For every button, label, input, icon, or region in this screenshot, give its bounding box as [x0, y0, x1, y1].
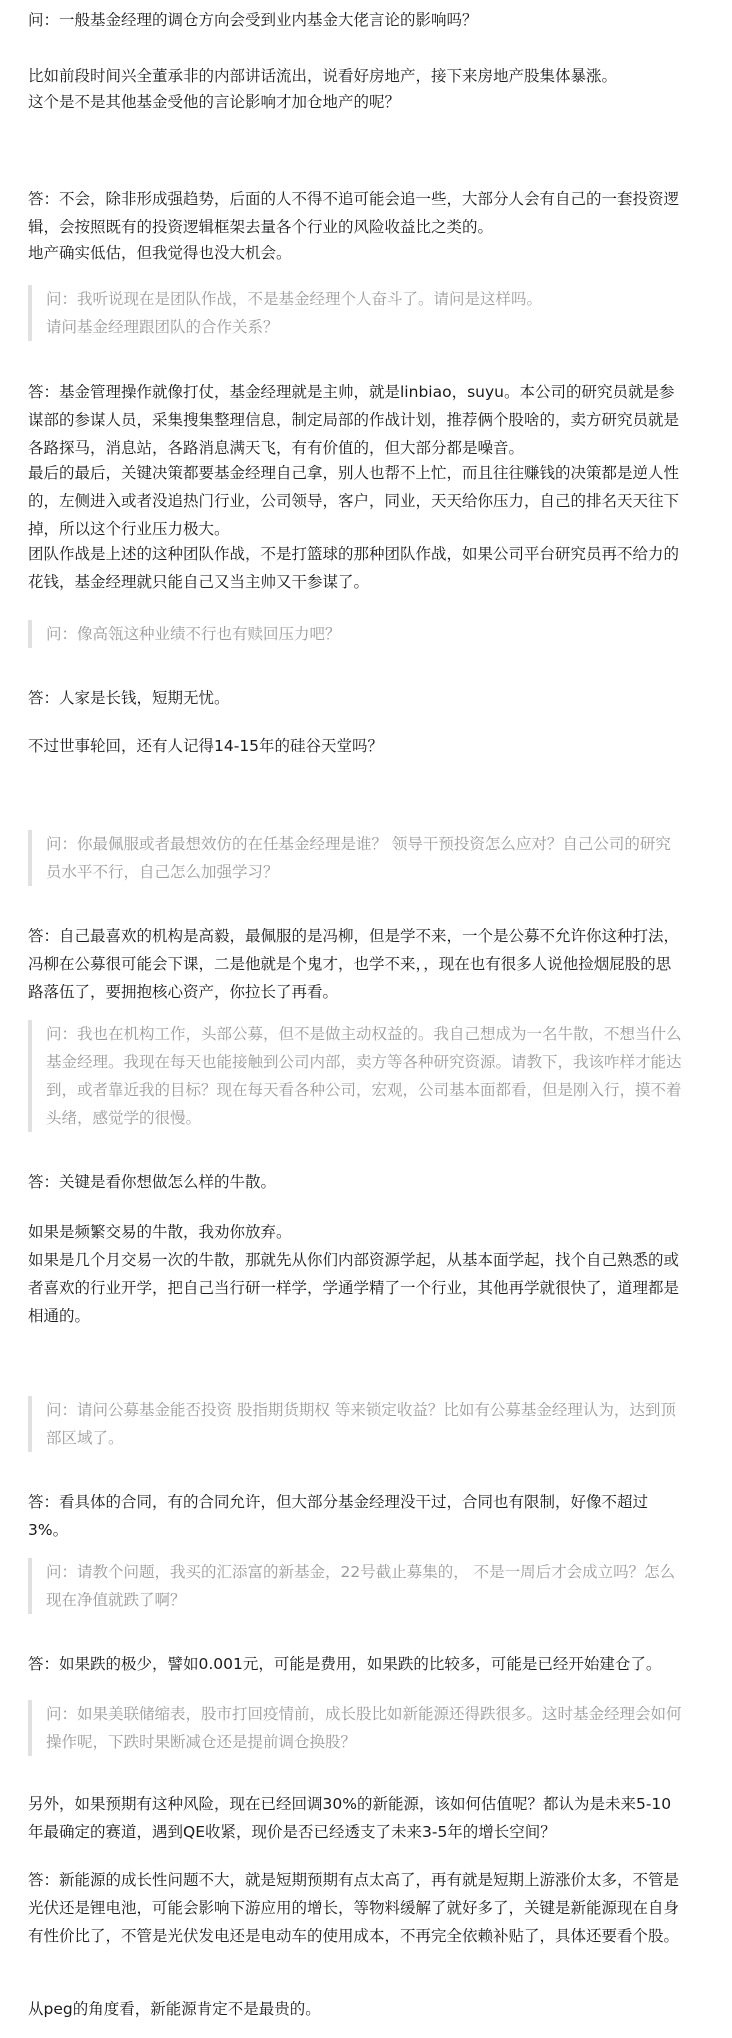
answer-paragraph: 答：关键是看你想做怎么样的牛散。: [28, 1173, 277, 1191]
answer-paragraph: 答：基金管理操作就像打仗，基金经理就是主帅，就是linbiao，suyu。本公司的研究员就是参谋部的参谋人员，采集搜集整理信息，制定局部的作战计划，推荐俩个股啥的，卖方研究员就是各路探马，消息站，各路消息满天飞，有有价值的，但大部分都是噪音。: [28, 383, 680, 457]
text-paragraph: 比如前段时间兴全董承非的内部讲话流出，说看好房地产，接下来房地产股集体暴涨。: [28, 67, 618, 85]
quote-line: 请问基金经理跟团队的合作关系？: [46, 318, 279, 336]
quote-line: 问：如果美联储缩表，股市打回疫情前，成长股比如新能源还得跌很多。这时基金经理会如何操作呢，下跌时果断减仓还是提前调仓换股？: [46, 1705, 682, 1751]
quote-line: 问：我也在机构工作，头部公募，但不是做主动权益的。我自己想成为一名牛散，不想当什么基金经理。我现在每天也能接触到公司内部，卖方等各种研究资源。请教下，我该咋样才能达到，或者靠近我的目标？现在每天看各种公司，宏观，公司基本面都看，但是刚入行，摸不着头绪，感觉学的很慢。: [46, 1025, 682, 1127]
answer-paragraph: 答：看具体的合同，有的合同允许，但大部分基金经理没干过，合同也有限制，好像不超过3%。: [28, 1493, 649, 1539]
answer-paragraph: 答：新能源的成长性问题不大，就是短期预期有点太高了，再有就是短期上游涨价太多，不管是光伏还是锂电池，可能会影响下游应用的增长，等物料缓解了就好多了，关键是新能源现在自身有性价比了，不管是光伏发电还是电动车的使用成本，不再完全依赖补贴了，具体还要看个股。: [28, 1871, 680, 1945]
text-paragraph: 不过世事轮回，还有人记得14-15年的硅谷天堂吗？: [28, 737, 384, 755]
blockquote-question: [28, 285, 683, 341]
text-paragraph: 地产确实低估，但我觉得也没大机会。: [28, 244, 292, 262]
quote-line: 问：我听说现在是团队作战，不是基金经理个人奋斗了。请问是这样吗。: [46, 290, 543, 308]
blockquote-question: [28, 1020, 683, 1132]
text-paragraph: 另外，如果预期有这种风险，现在已经回调30%的新能源，该如何估值呢？都认为是未来5-10年最确定的赛道，遇到QE收紧，现价是否已经透支了未来3-5年的增长空间？: [28, 1795, 672, 1841]
text-paragraph: 这个是不是其他基金受他的言论影响才加仓地产的呢？: [28, 93, 401, 111]
quote-line: 问：请教个问题，我买的汇添富的新基金，22号截止募集的， 不是一周后才会成立吗？怎么现在净值就跌了啊？: [46, 1563, 676, 1609]
blockquote-question: [28, 1700, 683, 1756]
question-paragraph: 问：一般基金经理的调仓方向会受到业内基金大佬言论的影响吗？: [28, 11, 478, 29]
text-paragraph: 团队作战是上述的这种团队作战，不是打篮球的那种团队作战，如果公司平台研究员再不给力的花钱，基金经理就只能自己又当主帅又干参谋了。: [28, 545, 680, 591]
quote-line: 问：像高瓴这种业绩不行也有赎回压力吧？: [46, 625, 341, 643]
answer-paragraph: 答：人家是长钱，短期无忧。: [28, 689, 230, 707]
quote-line: 问：你最佩服或者最想效仿的在任基金经理是谁？ 领导干预投资怎么应对？自己公司的研究员水平不行，自己怎么加强学习？: [46, 835, 671, 881]
quote-line: 问：请问公募基金能否投资 股指期货期权 等来锁定收益？比如有公募基金经理认为，达到顶部区域了。: [46, 1401, 676, 1447]
answer-paragraph: 答：自己最喜欢的机构是高毅，最佩服的是冯柳，但是学不来，一个是公募不允许你这种打法，冯柳在公募很可能会下课，二是他就是个鬼才，也学不来，，现在也有很多人说他捡烟屁股的思路落伍了，要拥抱核心资产，你拉长了再看。: [28, 927, 680, 1001]
text-paragraph: 如果是频繁交易的牛散，我劝你放弃。: [28, 1223, 292, 1241]
blockquote-question: [28, 830, 683, 886]
blockquote-question: [28, 1396, 683, 1452]
text-paragraph: 最后的最后，关键决策都要基金经理自己拿，别人也帮不上忙，而且往往赚钱的决策都是逆人性的，左侧进入或者没追热门行业，公司领导，客户，同业，天天给你压力，自己的排名天天往下掉，所以这个行业压力极大。: [28, 464, 680, 538]
blockquote-question: [28, 620, 683, 648]
answer-paragraph: 答：不会，除非形成强趋势，后面的人不得不追可能会追一些，大部分人会有自己的一套投资逻辑，会按照既有的投资逻辑框架去量各个行业的风险收益比之类的。: [28, 190, 680, 236]
text-paragraph: 从peg的角度看，新能源肯定不是最贵的。: [28, 2000, 321, 2018]
blockquote-question: [28, 1558, 683, 1614]
text-paragraph: 如果是几个月交易一次的牛散，那就先从你们内部资源学起，从基本面学起，找个自己熟悉的或者喜欢的行业开学，把自己当行研一样学，学通学精了一个行业，其他再学就很快了，道理都是相通的。: [28, 1251, 680, 1325]
answer-paragraph: 答：如果跌的极少，譬如0.001元，可能是费用，如果跌的比较多，可能是已经开始建仓了。: [28, 1655, 662, 1673]
